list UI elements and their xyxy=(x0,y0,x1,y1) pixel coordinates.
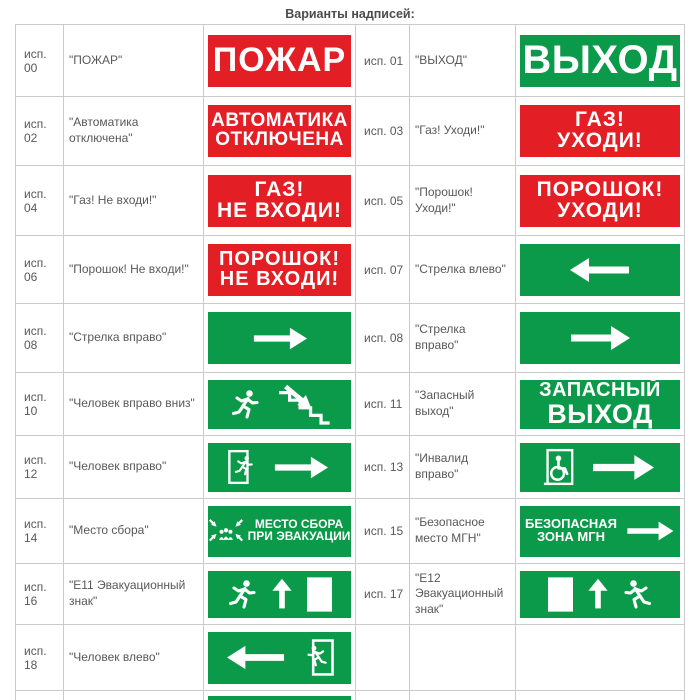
arrow-up-icon xyxy=(270,577,294,611)
sign-text xyxy=(522,37,678,82)
sign-image-cell xyxy=(204,304,356,373)
sign-text-line: ЗАПАСНЫЙ xyxy=(539,378,661,401)
sign-text-line: ГАЗ! xyxy=(575,108,625,132)
sign-text-line: АВТОМАТИКА xyxy=(211,110,348,132)
sign-label-cell xyxy=(410,625,516,691)
sign-text xyxy=(211,112,348,149)
sign-text xyxy=(248,519,351,543)
table-row xyxy=(16,166,685,236)
wheelchair-door-icon xyxy=(543,448,574,486)
sign-image-cell xyxy=(204,564,356,625)
sign-image-cell xyxy=(516,499,685,564)
version-code-cell xyxy=(16,691,64,700)
sign-image-cell xyxy=(204,97,356,166)
gas-go-away-sign xyxy=(520,105,680,157)
truncated-sign xyxy=(208,696,351,700)
sign-label-cell: "Человек вправо" xyxy=(64,436,204,499)
sign-text-line: ПРИ ЭВАКУАЦИИ xyxy=(247,529,351,543)
page-title: Варианты надписей: xyxy=(285,7,415,21)
sign-image-cell xyxy=(204,25,356,97)
assembly-point-icon xyxy=(209,515,243,547)
table-row xyxy=(16,236,685,304)
automation-off-sign xyxy=(208,105,351,157)
sign-text xyxy=(557,110,643,151)
arrow-right-icon xyxy=(625,517,675,545)
sign-label-cell: "ПОЖАР" xyxy=(64,25,204,97)
sign-text-line: ВЫХОД xyxy=(547,398,653,429)
table-row xyxy=(16,499,685,564)
sign-text-line: БЕЗОПАСНАЯ xyxy=(524,516,617,532)
sign-label-cell: "Порошок! Не входи!" xyxy=(64,236,204,304)
arrow-left-sign xyxy=(520,244,680,296)
sign-image-cell xyxy=(516,25,685,97)
sign-text-line: ПОРОШОК! xyxy=(536,177,664,201)
sign-text xyxy=(217,177,342,222)
gas-no-entry-sign xyxy=(208,175,351,227)
version-code-cell: исп. 16 xyxy=(16,564,64,625)
version-code-cell: исп. 08 xyxy=(356,304,410,373)
version-code-cell: исп. 18 xyxy=(16,625,64,691)
sign-text-line: ОТКЛЮЧЕНА xyxy=(215,129,344,150)
man-right-down-sign xyxy=(208,380,351,429)
running-man-right-icon xyxy=(227,578,257,610)
sign-text-line: ПОРОШОК! xyxy=(218,247,341,270)
sign-image-cell xyxy=(204,166,356,236)
sign-image-cell xyxy=(516,436,685,499)
exit-sign xyxy=(520,35,680,87)
man-left-sign xyxy=(208,632,351,684)
sign-label-cell: "Стрелка вправо" xyxy=(64,304,204,373)
sign-label-cell: "Место сбора" xyxy=(64,499,204,564)
sign-label-cell: "Инвалид вправо" xyxy=(410,436,516,499)
arrow-right-sign xyxy=(208,312,351,364)
arrow-left-icon xyxy=(533,255,667,285)
man-right-sign xyxy=(208,443,351,492)
truncated-table-row xyxy=(16,691,685,700)
emergency-exit-sign xyxy=(520,380,680,429)
arrow-right-icon xyxy=(588,452,658,483)
sign-label-cell xyxy=(410,691,516,700)
sign-text-line: ВЫХОД xyxy=(522,37,678,82)
powder-go-away-sign xyxy=(520,175,680,227)
sign-text-line: МЕСТО СБОРА xyxy=(254,517,344,532)
sign-image-cell xyxy=(204,691,356,700)
exit-man-left-icon xyxy=(303,639,334,676)
arrow-right-sign xyxy=(520,312,680,364)
sign-label-cell: "Запасный выход" xyxy=(410,373,516,436)
table-row xyxy=(16,97,685,166)
version-code-cell: исп. 03 xyxy=(356,97,410,166)
sign-image-cell xyxy=(204,236,356,304)
sign-label-cell: "ВЫХОД" xyxy=(410,25,516,97)
sign-image-cell xyxy=(516,625,685,691)
version-code-cell: исп. 15 xyxy=(356,499,410,564)
sign-label-cell: "Стрелка влево" xyxy=(410,236,516,304)
sign-text-line: ПОЖАР xyxy=(212,40,347,79)
sign-image-cell xyxy=(516,236,685,304)
sign-text xyxy=(212,40,347,79)
arrow-right-icon xyxy=(218,325,342,352)
fire-sign xyxy=(208,35,351,87)
version-code-cell: исп. 04 xyxy=(16,166,64,236)
sign-label-cell: "Стрелка вправо" xyxy=(410,304,516,373)
signs-table xyxy=(15,24,685,700)
sign-label-cell: "Е12 Эвакуационный знак" xyxy=(410,564,516,625)
sign-text xyxy=(536,177,664,222)
arrow-right-icon xyxy=(271,454,331,481)
exit-man-right-icon xyxy=(228,449,257,485)
e11-evacuation-sign xyxy=(208,571,351,618)
sign-image-cell xyxy=(516,97,685,166)
version-code-cell: исп. 11 xyxy=(356,373,410,436)
e12-evacuation-sign xyxy=(520,571,680,618)
sign-image-cell xyxy=(204,625,356,691)
table-row xyxy=(16,25,685,97)
powder-no-entry-sign xyxy=(208,244,351,296)
sign-image-cell xyxy=(516,691,685,700)
safe-zone-mgn-sign xyxy=(520,506,680,557)
sign-text-line: УХОДИ! xyxy=(557,129,643,152)
version-code-cell: исп. 13 xyxy=(356,436,410,499)
table-row xyxy=(16,564,685,625)
table-row xyxy=(16,625,685,691)
door-rect-icon xyxy=(548,577,573,612)
sign-text-line: ГАЗ! xyxy=(254,177,305,201)
disabled-right-sign xyxy=(520,443,680,492)
version-code-cell: исп. 06 xyxy=(16,236,64,304)
version-code-cell xyxy=(356,691,410,700)
table-row xyxy=(16,373,685,436)
sign-text xyxy=(539,378,661,429)
version-code-cell: исп. 07 xyxy=(356,236,410,304)
sign-label-cell: "Порошок! Уходи!" xyxy=(410,166,516,236)
sign-label-cell: "Человек влево" xyxy=(64,625,204,691)
sign-image-cell xyxy=(516,373,685,436)
sign-image-cell xyxy=(204,499,356,564)
table-row xyxy=(16,436,685,499)
version-code-cell: исп. 17 xyxy=(356,564,410,625)
sign-label-cell: "Газ! Не входи!" xyxy=(64,166,204,236)
sign-label-cell: "Безопасное место МГН" xyxy=(410,499,516,564)
running-man-right-icon xyxy=(230,388,260,420)
assembly-point-sign xyxy=(208,506,351,557)
sign-text-line: ЗОНА МГН xyxy=(536,529,606,544)
sign-text-line: УХОДИ! xyxy=(557,198,643,222)
version-code-cell xyxy=(356,625,410,691)
version-code-cell: исп. 00 xyxy=(16,25,64,97)
sign-text-line: НЕ ВХОДИ! xyxy=(219,267,340,290)
table-row xyxy=(16,304,685,373)
version-code-cell: исп. 08 xyxy=(16,304,64,373)
version-code-cell: исп. 10 xyxy=(16,373,64,436)
arrow-up-icon xyxy=(586,577,610,611)
sign-label-cell: "Е11 Эвакуационный знак" xyxy=(64,564,204,625)
version-code-cell: исп. 14 xyxy=(16,499,64,564)
arrow-left-icon xyxy=(225,643,287,672)
door-rect-icon xyxy=(307,577,332,612)
version-code-cell: исп. 05 xyxy=(356,166,410,236)
version-code-cell: исп. 01 xyxy=(356,25,410,97)
sign-image-cell xyxy=(516,304,685,373)
sign-image-cell xyxy=(204,436,356,499)
sign-image-cell xyxy=(516,564,685,625)
sign-image-cell xyxy=(516,166,685,236)
sign-text-line: НЕ ВХОДИ! xyxy=(217,198,342,222)
sign-image-cell xyxy=(204,373,356,436)
version-code-cell: исп. 12 xyxy=(16,436,64,499)
running-man-left-icon xyxy=(623,578,653,610)
sign-label-cell: "Автоматика отключена" xyxy=(64,97,204,166)
version-code-cell: исп. 02 xyxy=(16,97,64,166)
sign-label-cell: "Газ! Уходи!" xyxy=(410,97,516,166)
sign-label-cell: "Человек вправо вниз" xyxy=(64,373,204,436)
sign-text xyxy=(218,247,341,290)
sign-text xyxy=(525,518,617,543)
stairs-down-arrow-icon xyxy=(274,384,330,424)
sign-label-cell xyxy=(64,691,204,700)
arrow-right-icon xyxy=(533,323,667,353)
